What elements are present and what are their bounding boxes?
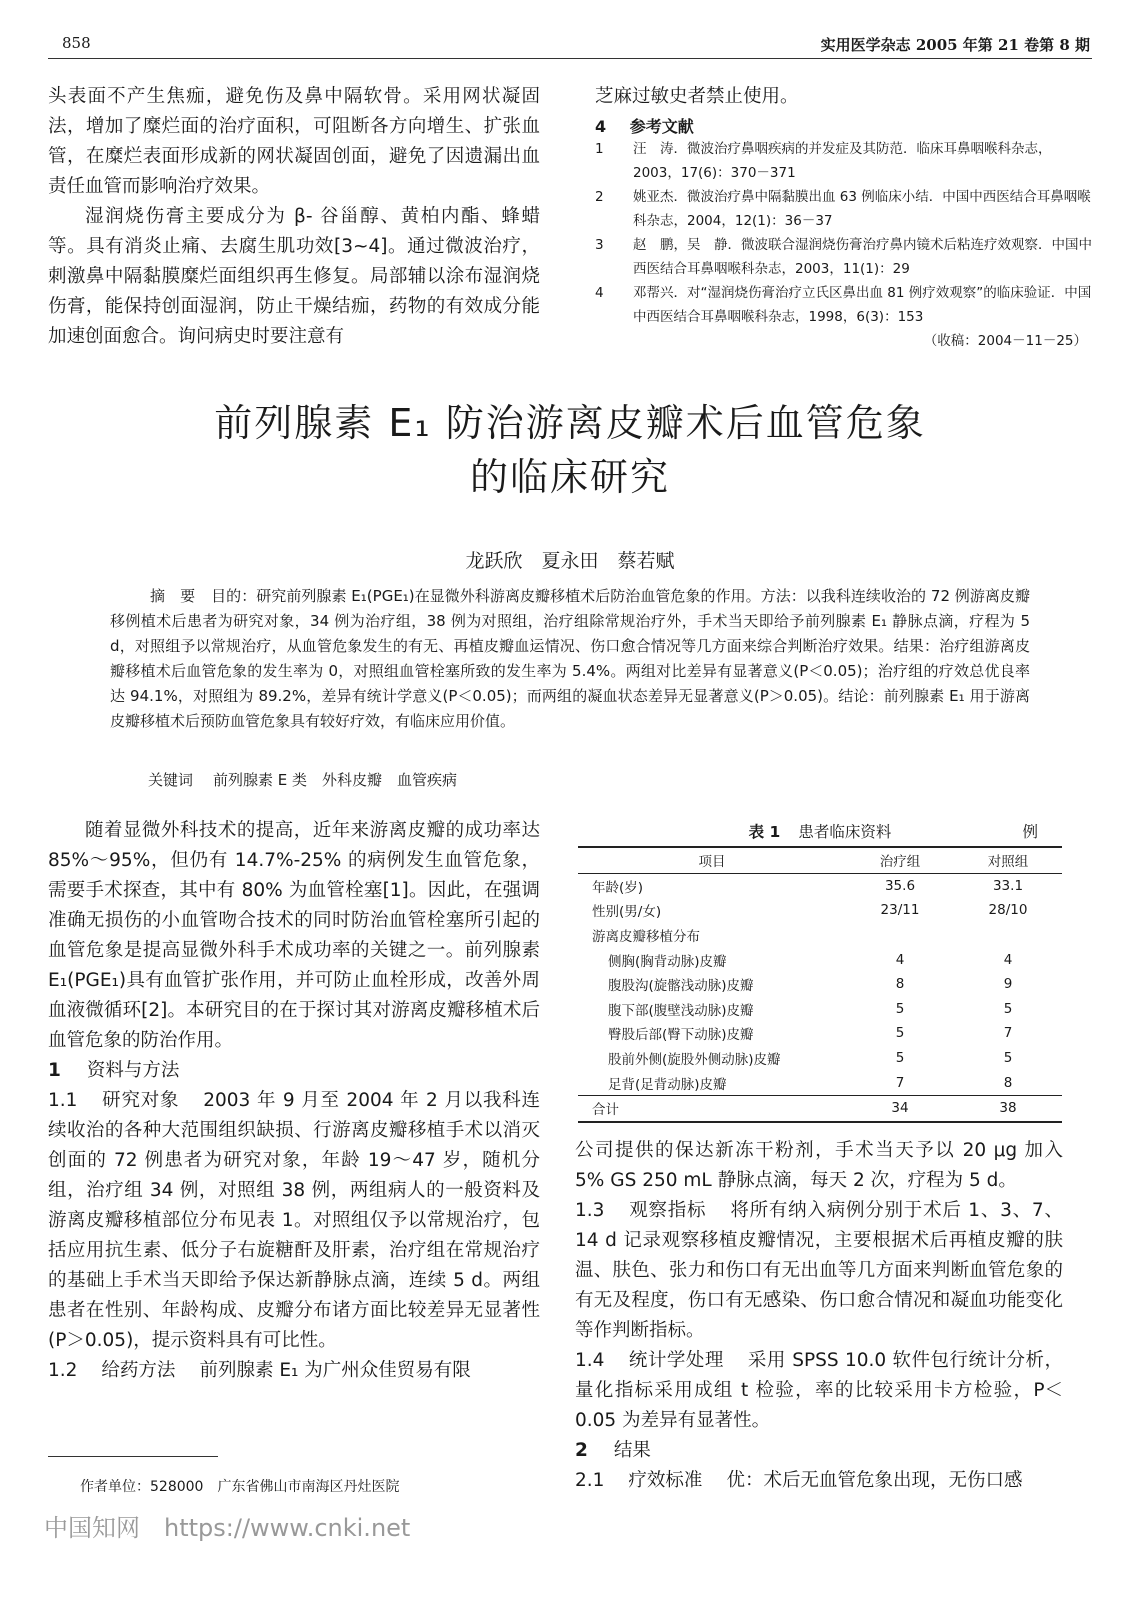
table-cell-ctrl: 28/10	[988, 902, 1028, 919]
section-1-2-number: 1.2	[48, 1360, 78, 1381]
table-cell-ctrl: 8	[1003, 1074, 1013, 1091]
table-1	[578, 820, 1062, 1123]
table-row	[578, 873, 1062, 898]
table-cell-treat	[846, 923, 954, 948]
table-cell-ctrl: 7	[1003, 1025, 1013, 1042]
reference-number: 3	[595, 237, 604, 253]
section-2-number: 2	[575, 1440, 588, 1461]
top-left-column	[48, 82, 540, 352]
reference-item	[595, 137, 1095, 185]
reference-item	[595, 281, 1095, 329]
section-1-2-title: 给药方法	[101, 1360, 176, 1381]
table-cell-treat: 35.6	[884, 877, 916, 894]
table-1-body	[578, 873, 1062, 1095]
references-heading	[595, 114, 1095, 137]
references-list	[595, 137, 1095, 329]
table-row	[578, 947, 1062, 972]
table-cell-item: 侧胸(胸背动脉)皮瓣	[608, 953, 727, 970]
section-1-2	[48, 1356, 540, 1386]
section-1-heading	[48, 1056, 540, 1086]
table-cell-treat: 5	[895, 1000, 905, 1017]
article-title-line-2: 的临床研究	[469, 455, 670, 499]
table-cell-ctrl: 5	[1003, 1050, 1013, 1067]
reference-text: 汪 涛．微波治疗鼻咽疾病的并发症及其防范．临床耳鼻咽喉科杂志，2003，17(6)：370－371	[633, 141, 1052, 181]
section-2-1-title: 疗效标准	[628, 1470, 703, 1491]
table-cell-item: 臀股后部(臀下动脉)皮瓣	[608, 1027, 754, 1044]
reference-number: 4	[595, 285, 604, 301]
table-cell-treat: 7	[895, 1074, 905, 1091]
authors: 龙跃欣 夏永田 蔡若赋	[465, 550, 675, 572]
table-1-label: 表 1	[748, 823, 781, 841]
section-2-title: 结果	[613, 1440, 651, 1461]
abstract-label: 摘 要	[150, 587, 196, 605]
table-cell-item: 腹股沟(旋髂浅动脉)皮瓣	[608, 978, 754, 995]
reference-number: 1	[595, 141, 604, 157]
table-cell-item: 年龄(岁)	[592, 879, 644, 896]
table-1-total-label: 合计	[592, 1102, 619, 1119]
table-cell-ctrl: 9	[1003, 976, 1013, 993]
table-cell-item: 性别(男/女)	[592, 904, 662, 921]
section-2-heading	[575, 1436, 1063, 1466]
table-cell-treat: 5	[895, 1025, 905, 1042]
reference-text: 姚亚杰．微波治疗鼻中隔黏膜出血 63 例临床小结．中国中西医结合耳鼻咽喉科杂志，2004，12(1)：36－37	[633, 189, 1091, 229]
references-heading-number: 4	[595, 117, 607, 136]
table-cell-item: 游离皮瓣移植分布	[592, 929, 700, 946]
page-number: 858	[62, 34, 91, 52]
abstract-text: 目的：研究前列腺素 E₁(PGE₁)在显微外科游离皮瓣移植术后防治血管危象的作用。方法：以我科连续收治的 72 例游离皮瓣移例植术后患者为研究对象，34 例为治疗组，38 例为对照组，治疗组除常规治疗外，手术当天即给予前列腺素 E₁ 静脉点滴，疗程为 5 d，对照组予以常规治疗，从血管危象发生的有无、再植皮瓣血运情况、伤口愈合情况等几方面来综合判断治疗效果。结果：治疗组游离皮瓣移植术后血管危象的发生率为 0，对照组血管栓塞所致的发生率为 5.4%。两组对比差异有显著意义(P＜0.05)；治疗组的疗效总优良率达 94.1%，对照组为 89.2%，差异有统计学意义(P＜0.05)；而两组的凝血状态差异无显著意义(P＞0.05)。结论：前列腺素 E₁ 用于游离皮瓣移植术后预防血管危象具有较好疗效，有临床应用价值。	[110, 587, 1030, 730]
table-1-header-ctrl: 对照组	[987, 854, 1029, 871]
cnki-watermark: 中国知网 https://www.cnki.net	[44, 1514, 411, 1542]
references-heading-text: 参考文献	[629, 117, 694, 136]
keywords-label: 关键词	[148, 771, 194, 789]
table-cell-treat: 8	[895, 976, 905, 993]
dosage-continuation: 公司提供的保达新冻干粉剂，手术当天予以 20 μg 加入 5% GS 250 mL 静脉点滴，每天 2 次，疗程为 5 d。	[575, 1140, 1063, 1191]
table-row	[578, 997, 1062, 1022]
section-1-4-title: 统计学处理	[628, 1350, 724, 1371]
table-1-total-treat: 34	[891, 1100, 909, 1117]
keywords	[148, 768, 1028, 793]
table-cell-ctrl: 5	[1003, 1000, 1013, 1017]
table-cell-ctrl: 4	[1003, 951, 1013, 968]
reference-number: 2	[595, 189, 604, 205]
reference-text: 邓帮兴．对“湿润烧伤膏治疗立氏区鼻出血 81 例疗效观察”的临床验证．中国中西医结合耳鼻咽喉科杂志，1998，6(3)：153	[633, 285, 1092, 325]
table-cell-treat: 4	[895, 951, 905, 968]
intro-paragraph: 随着显微外科技术的提高，近年来游离皮瓣的成功率达 85%～95%，但仍有 14.7%-25% 的病例发生血管危象，需要手术探查，其中有 80% 为血管栓塞[1]。因此，在强调准确无损伤的小血管吻合技术的同时防治血管栓塞所引起的血管危象是提高显微外科手术成功率的关键之一。前列腺素 E₁(PGE₁)具有血管扩张作用，并可防止血栓形成，改善外周血液微循环[2]。本研究目的在于探讨其对游离皮瓣移植术后血管危象的防治作用。	[48, 820, 540, 1051]
body-left-column	[48, 816, 540, 1386]
article-title-line-1: 前列腺素 E₁ 防治游离皮瓣术后血管危象	[214, 401, 926, 445]
section-2-1-number: 2.1	[575, 1470, 605, 1491]
reference-item	[595, 233, 1095, 281]
section-1-3	[575, 1196, 1063, 1346]
table-1-caption	[578, 820, 1062, 846]
table-cell-item: 腹下部(腹壁浅动脉)皮瓣	[608, 1002, 754, 1019]
top-right-column	[595, 82, 1095, 353]
author-affiliation: 作者单位：528000 广东省佛山市南海区丹灶医院	[80, 1479, 400, 1495]
continuation-paragraph-1: 头表面不产生焦痂，避免伤及鼻中隔软骨。采用网状凝固法，增加了糜烂面的治疗面积，可阻断各方向增生、扩张血管，在糜烂表面形成新的网状凝固创面，避免了因遗漏出血责任血管而影响治疗效果。	[48, 86, 540, 197]
table-1-total-row	[578, 1095, 1062, 1121]
table-cell-item: 足背(足背动脉)皮瓣	[608, 1076, 727, 1093]
table-row	[578, 923, 1062, 948]
footnote-rule	[48, 1456, 218, 1457]
table-cell-ctrl	[954, 923, 1062, 948]
section-1-1-text: 2003 年 9 月至 2004 年 2 月以我科连续收治的各种大范围组织缺损、行游离皮瓣移植手术以消灭创面的 72 例患者为研究对象，年龄 19～47 岁，随机分组，治疗组 34 例，对照组 38 例，两组病人的一般资料及游离皮瓣移植部位分布见表 1。对照组仅予以常规治疗，包括应用抗生素、低分子右旋糖酐及肝素，治疗组在常规治疗的基础上手术当天即给予保达新静脉点滴，连续 5 d。两组患者在性别、年龄构成、皮瓣分布诸方面比较差异无显著性(P＞0.05)，提示资料具有可比性。	[48, 1090, 540, 1351]
table-row	[578, 898, 1062, 923]
section-1-3-number: 1.3	[575, 1200, 605, 1221]
section-1-3-text: 将所有纳入病例分别于术后 1、3、7、14 d 记录观察移植皮瓣情况，主要根据术后再植皮瓣的肤温、肤色、张力和伤口有无出血等几方面来判断血管危象的有无及程度，伤口有无感染、伤口愈合情况和凝血功能变化等作判断指标。	[575, 1200, 1063, 1341]
section-2-1	[575, 1466, 1063, 1496]
reference-item	[595, 185, 1095, 233]
table-1-unit: 例	[1022, 823, 1038, 841]
table-row	[578, 1070, 1062, 1095]
section-1-number: 1	[48, 1060, 61, 1081]
continuation-right-paragraph: 芝麻过敏史者禁止使用。	[595, 86, 799, 107]
journal-header: 实用医学杂志 2005 年第 21 卷第 8 期	[820, 36, 1090, 54]
abstract	[110, 584, 1030, 734]
table-1-header-item: 项目	[698, 854, 726, 871]
section-1-3-title: 观察指标	[628, 1200, 707, 1221]
keywords-text: 前列腺素 E 类 外科皮瓣 血管疾病	[213, 771, 458, 789]
body-right-column	[575, 1136, 1063, 1496]
section-1-title: 资料与方法	[86, 1060, 180, 1081]
section-1-2-text: 前列腺素 E₁ 为广州众佳贸易有限	[199, 1360, 471, 1381]
reference-text: 赵 鹏，吴 静．微波联合湿润烧伤膏治疗鼻内镜术后粘连疗效观察．中国中西医结合耳鼻咽喉科杂志，2003，11(1)：29	[633, 237, 1092, 277]
table-1-title: 患者临床资料	[798, 823, 892, 841]
section-1-4-text: 采用 SPSS 10.0 软件包行统计分析，量化指标采用成组 t 检验，率的比较采用卡方检验，P＜0.05 为差异有显著性。	[575, 1350, 1063, 1431]
continuation-paragraph-2: 湿润烧伤膏主要成分为 β- 谷甾醇、黄柏内酯、蜂蜡等。具有消炎止痛、去腐生肌功效[3~4]。通过微波治疗，刺激鼻中隔黏膜糜烂面组织再生修复。局部辅以涂布湿润烧伤膏，能保持创面湿润，防止干燥结痂，药物的有效成分能加速创面愈合。询问病史时要注意有	[48, 206, 540, 347]
section-1-1-number: 1.1	[48, 1090, 78, 1111]
table-row	[578, 1046, 1062, 1071]
section-1-4-number: 1.4	[575, 1350, 605, 1371]
table-1-header-row	[578, 847, 1062, 873]
section-1-4	[575, 1346, 1063, 1436]
table-cell-ctrl: 33.1	[992, 877, 1024, 894]
table-row	[578, 972, 1062, 997]
section-2-1-text: 优：术后无血管危象出现，无伤口感	[726, 1470, 1023, 1491]
table-1-header-treat: 治疗组	[879, 854, 921, 871]
table-cell-treat: 5	[895, 1050, 905, 1067]
section-1-1	[48, 1086, 540, 1356]
received-date: （收稿：2004－11－25）	[923, 333, 1087, 349]
table-cell-treat: 23/11	[880, 902, 920, 919]
table-row	[578, 1021, 1062, 1046]
table-1-grid	[578, 846, 1062, 1123]
section-1-1-title: 研究对象	[101, 1090, 180, 1111]
table-1-total-ctrl: 38	[999, 1100, 1017, 1117]
header-rule	[48, 58, 1092, 59]
table-cell-item: 股前外侧(旋股外侧动脉)皮瓣	[608, 1052, 781, 1069]
